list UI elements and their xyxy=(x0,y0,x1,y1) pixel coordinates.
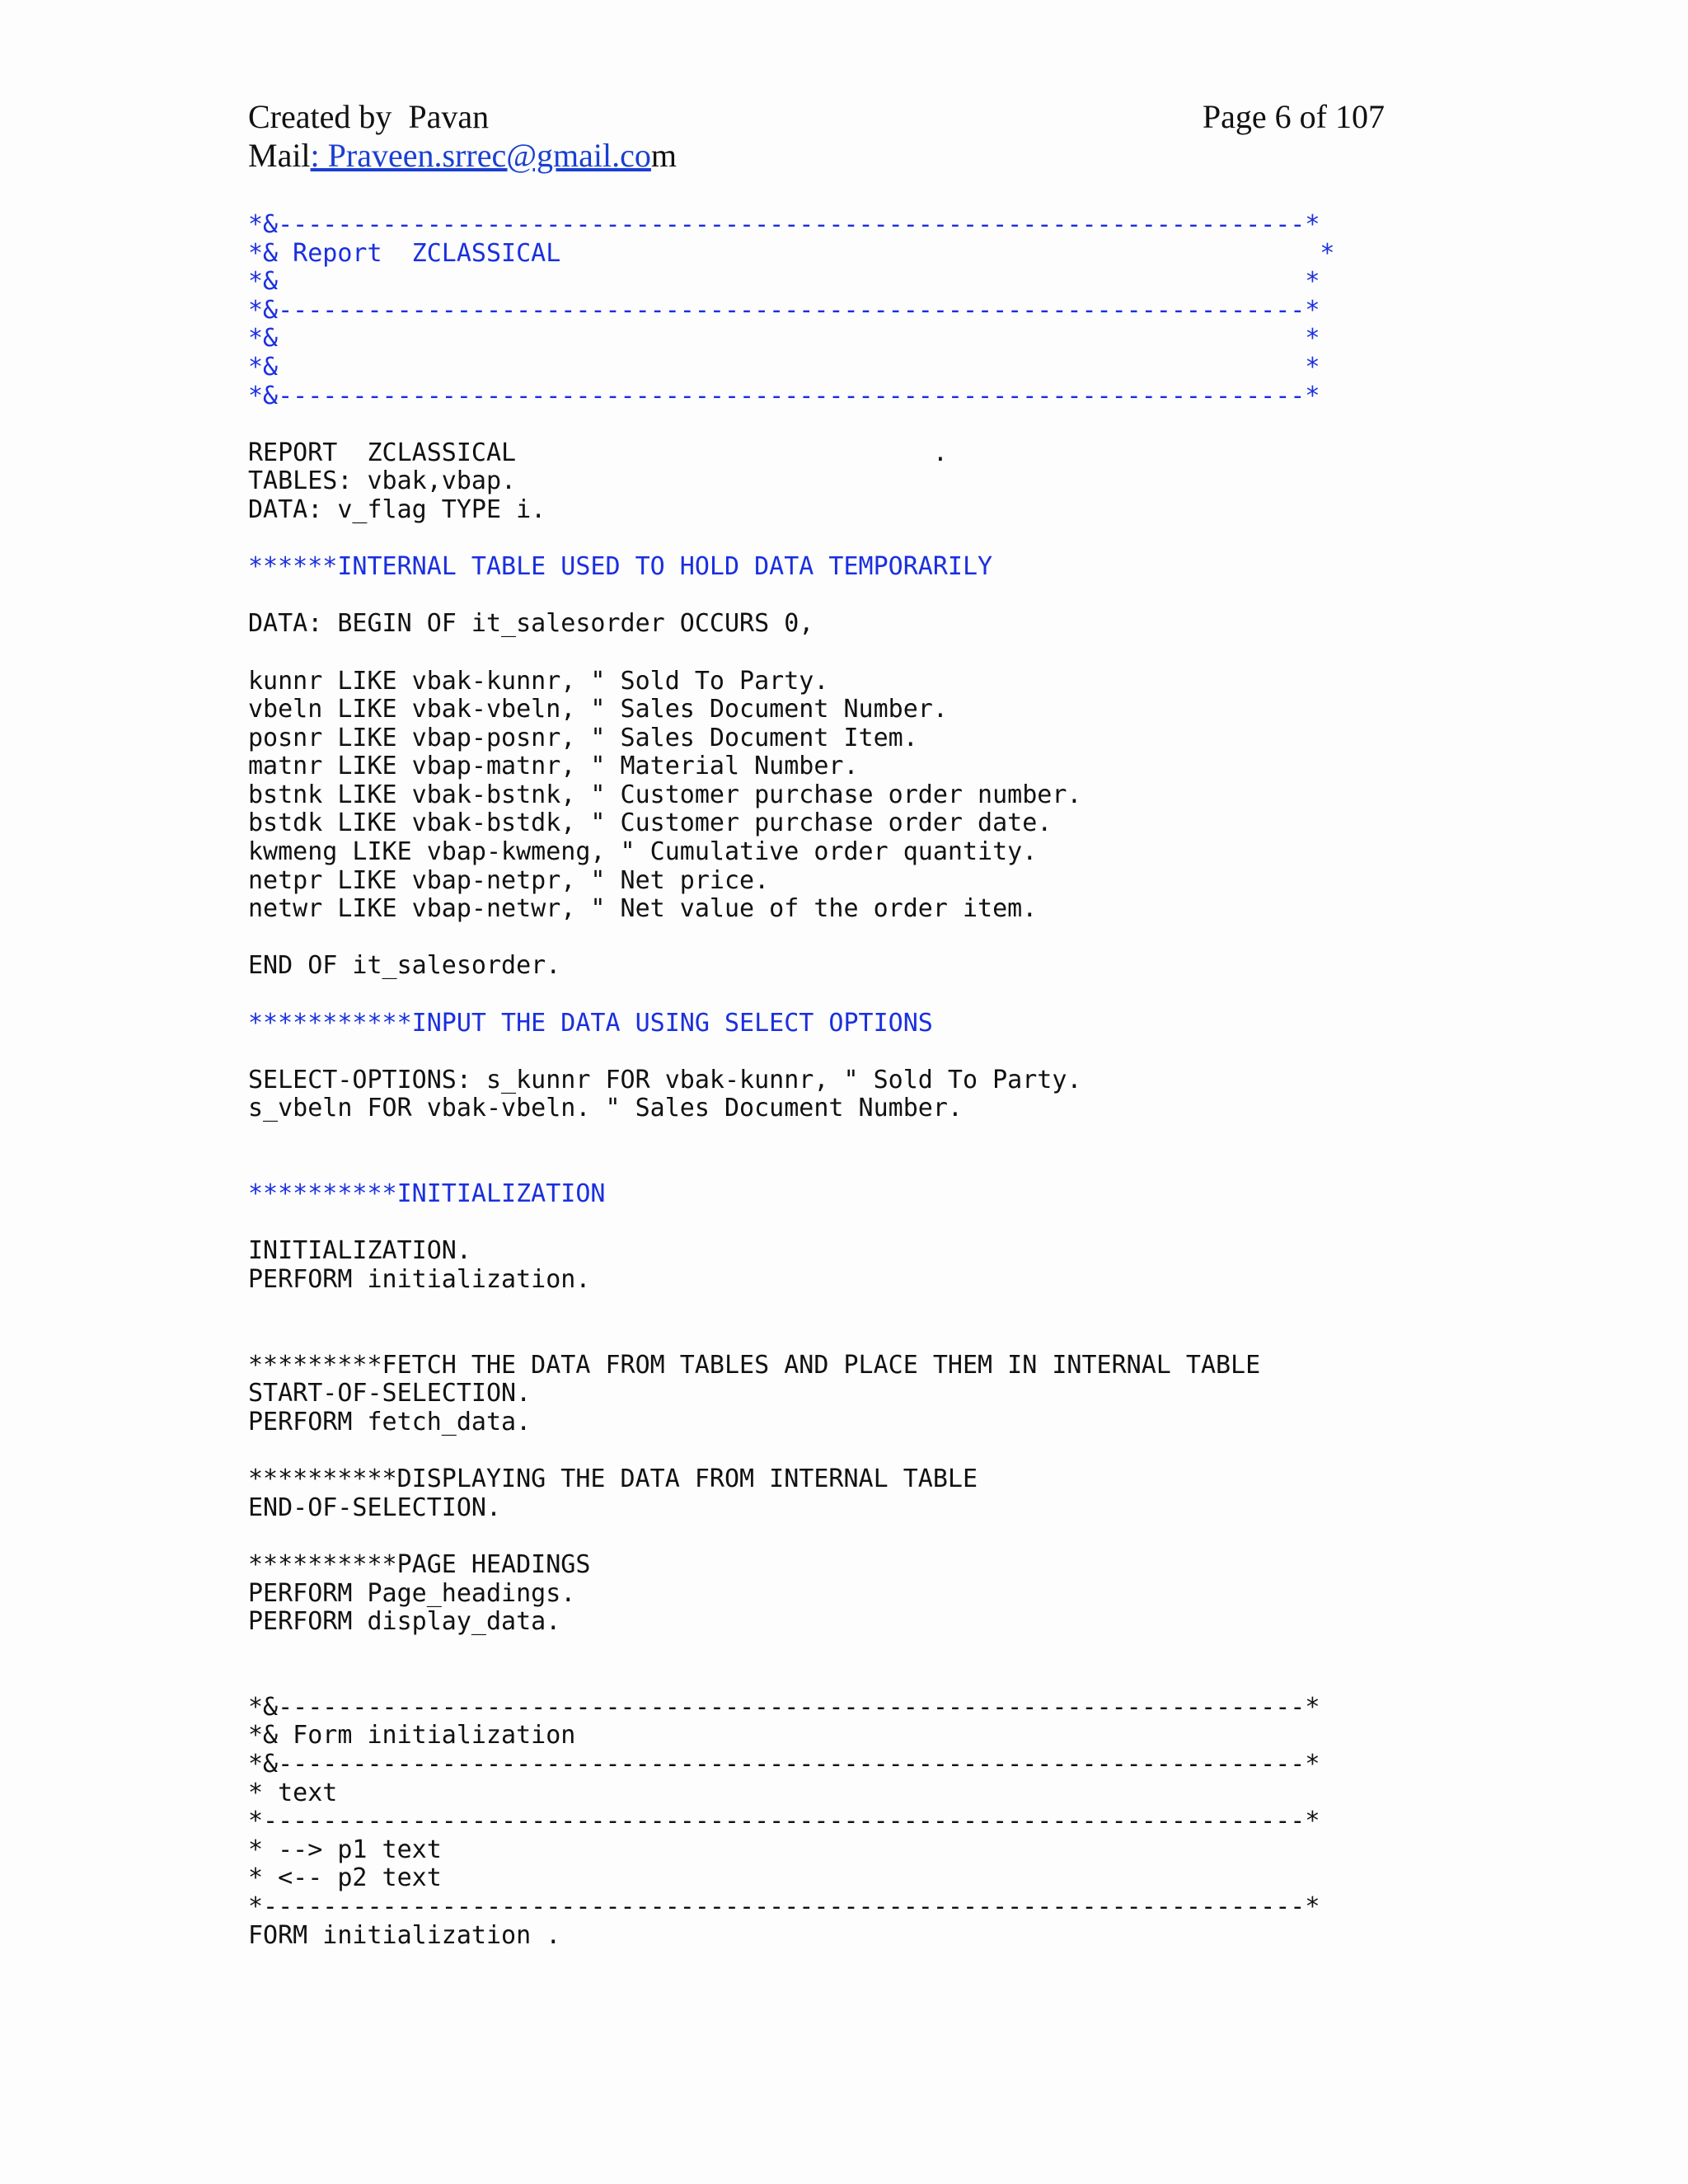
code-comment-line: *&---------------------------------------------------------------------* xyxy=(248,381,1320,410)
code-line: *----------------------------------------------------------------------* xyxy=(248,1807,1320,1836)
code-blank-line xyxy=(248,1637,1335,1666)
code-comment-line: *& Report ZCLASSICAL * xyxy=(248,238,1335,268)
code-line: *& Form initialization xyxy=(248,1721,576,1750)
code-line: END OF it_salesorder. xyxy=(248,951,561,981)
code-comment-line: *& * xyxy=(248,352,1320,382)
code-blank-line xyxy=(248,981,1335,1010)
code-line: * --> p1 text xyxy=(248,1835,442,1864)
code-comment-line: *& * xyxy=(248,267,1320,297)
code-blank-line xyxy=(248,639,1335,668)
mail-line xyxy=(248,136,677,176)
code-comment-line: *&---------------------------------------------------------------------* xyxy=(248,295,1320,325)
code-comment-line: *&---------------------------------------------------------------------* xyxy=(248,210,1320,239)
code-line: SELECT-OPTIONS: s_kunnr FOR vbak-kunnr, " Sold To Party. xyxy=(248,1065,1082,1094)
code-line: *&---------------------------------------------------------------------* xyxy=(248,1692,1320,1722)
code-comment-line: ***********INPUT THE DATA USING SELECT OPTIONS xyxy=(248,1008,933,1038)
code-line: posnr LIKE vbap-posnr, " Sales Document Item. xyxy=(248,723,918,752)
code-blank-line xyxy=(248,1152,1335,1181)
code-line: **********DISPLAYING THE DATA FROM INTERNAL TABLE xyxy=(248,1465,978,1494)
email-link[interactable]: : Praveen.srrec@gmail.co xyxy=(310,137,651,174)
code-blank-line xyxy=(248,1522,1335,1551)
code-line: DATA: BEGIN OF it_salesorder OCCURS 0, xyxy=(248,609,814,639)
code-blank-line xyxy=(248,1209,1335,1238)
code-listing xyxy=(248,211,1335,1950)
code-line: s_vbeln FOR vbak-vbeln. " Sales Document Number. xyxy=(248,1094,963,1123)
code-line: matnr LIKE vbap-matnr, " Material Number. xyxy=(248,752,859,781)
code-line: *&---------------------------------------------------------------------* xyxy=(248,1750,1320,1779)
code-comment-line: *& * xyxy=(248,324,1320,354)
code-blank-line xyxy=(248,924,1335,953)
mail-suffix: m xyxy=(650,137,678,174)
code-line: FORM initialization . xyxy=(248,1920,561,1950)
code-line: PERFORM initialization. xyxy=(248,1264,591,1294)
code-line: TABLES: vbak,vbap. xyxy=(248,466,517,496)
code-line: INITIALIZATION. xyxy=(248,1236,471,1266)
code-line: netwr LIKE vbap-netwr, " Net value of the order item. xyxy=(248,894,1038,924)
code-line: PERFORM fetch_data. xyxy=(248,1407,532,1436)
code-blank-line xyxy=(248,1665,1335,1694)
mail-label: Mail xyxy=(248,137,311,174)
code-line: PERFORM Page_headings. xyxy=(248,1578,576,1608)
code-comment-line: ******INTERNAL TABLE USED TO HOLD DATA TEMPORARILY xyxy=(248,552,993,582)
created-by-text: Created by Pavan xyxy=(248,98,490,135)
code-line: vbeln LIKE vbak-vbeln, " Sales Document Number. xyxy=(248,695,948,724)
code-comment-line: **********INITIALIZATION xyxy=(248,1179,606,1209)
code-blank-line xyxy=(248,582,1335,611)
code-line: bstdk LIKE vbak-bstdk, " Customer purchase order date. xyxy=(248,808,1053,838)
code-line: END-OF-SELECTION. xyxy=(248,1493,502,1522)
code-blank-line xyxy=(248,1295,1335,1324)
code-line: REPORT ZCLASSICAL . xyxy=(248,438,948,467)
code-blank-line xyxy=(248,1437,1335,1466)
code-line: *********FETCH THE DATA FROM TABLES AND PLACE THEM IN INTERNAL TABLE xyxy=(248,1350,1261,1380)
code-blank-line xyxy=(248,1323,1335,1352)
code-blank-line xyxy=(248,410,1335,439)
code-line: *----------------------------------------------------------------------* xyxy=(248,1892,1320,1922)
code-line: START-OF-SELECTION. xyxy=(248,1379,532,1408)
code-line: PERFORM display_data. xyxy=(248,1607,561,1637)
code-line: netpr LIKE vbap-netpr, " Net price. xyxy=(248,865,770,895)
code-blank-line xyxy=(248,1038,1335,1066)
code-line: bstnk LIKE vbak-bstnk, " Customer purchase order number. xyxy=(248,780,1082,809)
code-line: kunnr LIKE vbak-kunnr, " Sold To Party. xyxy=(248,666,829,696)
code-blank-line xyxy=(248,1123,1335,1152)
code-line: * <-- p2 text xyxy=(248,1863,442,1893)
page-number: Page 6 of 107 xyxy=(1202,98,1385,135)
author-line xyxy=(248,97,489,137)
code-blank-line xyxy=(248,525,1335,554)
code-line: * text xyxy=(248,1778,338,1807)
code-line: DATA: v_flag TYPE i. xyxy=(248,494,546,524)
code-line: **********PAGE HEADINGS xyxy=(248,1549,591,1579)
code-line: kwmeng LIKE vbap-kwmeng, " Cumulative order quantity. xyxy=(248,837,1038,867)
